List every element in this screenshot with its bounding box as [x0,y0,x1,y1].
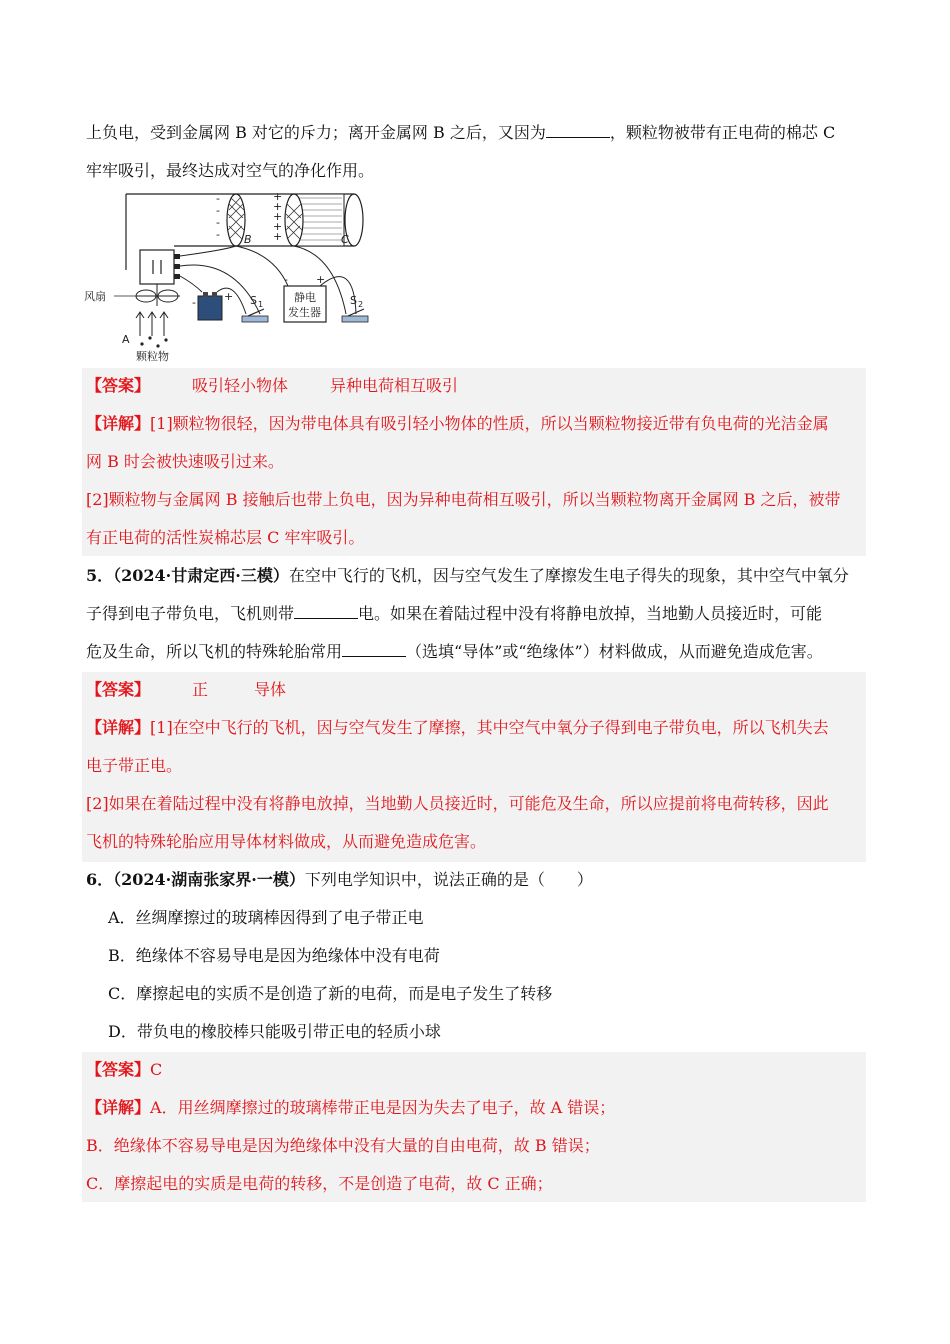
battery-minus: - [192,296,196,309]
q5-text: 电。如果在着陆过程中没有将静电放掉，当地勤人员接近时，可能 [358,604,823,623]
label-c: C [341,233,349,246]
q6-answer-line [86,1060,162,1080]
plus-sign: + [273,190,283,203]
plus-sign: + [273,200,283,213]
terminal [174,274,180,279]
label-s1-sub: 1 [258,300,264,309]
plus-sign: + [273,220,283,233]
q5-answer-line [86,680,286,700]
particle-dot [156,344,159,347]
q6-option-c[interactable]: C．摩擦起电的实质不是创造了新的电荷，而是电子发生了转移 [108,984,553,1003]
answer-label: 【答案】 [86,376,151,395]
answer-value-1: 正 [192,680,209,699]
minus-sign: - [216,216,220,229]
detail-label: 【详解】 [86,718,151,737]
particle-dot [140,342,143,345]
minus-sign: - [216,204,220,217]
q5-text: （选填“导体”或“绝缘体”）材料做成，从而避免造成危害。 [406,642,823,661]
q6-source: （2024·湖南张家界·一模） [113,870,305,889]
generator-label-1: 静电 [294,291,316,304]
q4-detail-line-1 [86,414,829,434]
battery-plus: + [224,290,234,303]
q5-detail-line-3 [86,794,829,814]
q4-text-line-2 [86,161,374,181]
plus-sign: + [273,210,283,223]
q5-detail-line-1 [86,718,829,738]
detail-text: C．摩擦起电的实质是电荷的转移，不是创造了电荷，故 C 正确； [86,1174,553,1193]
battery-terminal [212,292,217,297]
wire [180,276,202,292]
answer-value-1: 吸引轻小物体 [192,376,289,395]
q5-text: 在空中飞行的飞机，因与空气发生了摩擦发生电子得失的现象，其中空气中氧分 [288,566,849,585]
generator-plus: + [316,273,326,286]
minus-sign: - [216,228,220,241]
wire [180,246,236,256]
detail-text: 电子带正电。 [86,756,183,775]
q6-detail-line-2 [86,1136,600,1156]
q5-text: 子得到电子带负电，飞机则带 [86,604,295,623]
q4-text-part: 上负电，受到金属网 B 对它的斥力；离开金属网 B 之后，又因为 [86,123,546,142]
q6-option-d[interactable]: D．带负电的橡胶棒只能吸引带正电的轻质小球 [108,1022,441,1041]
q4-text-part: ，颗粒物被带有正电荷的棉芯 C [609,123,836,142]
detail-text: [2]颗粒物与金属网 B 接触后也带上负电，因为异种电荷相互吸引，所以当颗粒物离开金属网 B 之后，被带 [86,490,841,509]
motor-housing [140,250,174,284]
q6-option-a[interactable]: A．丝绸摩擦过的玻璃棒因得到了电子带正电 [108,908,424,927]
q5-blank-1[interactable] [294,604,358,619]
q4-detail-line-4 [86,528,364,548]
detail-text: [1]颗粒物很轻，因为带电体具有吸引轻小物体的性质，所以当颗粒物接近带有负电荷的光洁金属 [150,414,829,433]
minus-sign: - [216,192,220,205]
plus-sign: + [273,230,283,243]
battery-icon [198,296,222,320]
detail-label: 【详解】 [86,414,151,433]
q6-detail-line-3 [86,1174,553,1194]
q6-number: 6． [86,870,114,889]
q6-stem: 下列电学知识中，说法正确的是（ ） [304,870,593,889]
q5-line-1 [86,566,849,586]
detail-text: 有正电荷的活性炭棉芯层 C 牢牢吸引。 [86,528,365,547]
terminal [174,264,180,269]
q6-stem-line [86,870,593,890]
switch-s2-icon [342,316,368,322]
airflow-arrow-icon [136,312,168,336]
generator-minus: - [284,273,288,286]
detail-text: B．绝缘体不容易导电是因为绝缘体中没有大量的自由电荷，故 B 错误； [86,1136,600,1155]
answer-value: C [150,1060,163,1079]
air-purifier-svg [84,188,374,364]
label-s2-sub: 2 [358,300,364,309]
q5-detail-line-2 [86,756,182,776]
battery-terminal [203,292,208,297]
label-s1: S [250,294,257,307]
answer-label: 【答案】 [86,680,151,699]
q4-detail-line-3 [86,490,841,510]
detail-text: [2]如果在着陆过程中没有将静电放掉，当地勤人员接近时，可能危及生命，所以应提前将电荷转移，因此 [86,794,829,813]
detail-label: 【详解】 [86,1098,151,1117]
q4-detail-line-2 [86,452,284,472]
detail-text: A．用丝绸摩擦过的玻璃棒带正电是因为失去了电子，故 A 错误； [150,1098,616,1117]
wire [236,246,288,286]
q6-detail-line-1 [86,1098,615,1118]
particle-dot [164,338,167,341]
answer-label: 【答案】 [86,1060,151,1079]
q5-text: 危及生命，所以飞机的特殊轮胎常用 [86,642,343,661]
label-fan: 风扇 [84,290,106,303]
detail-text: 网 B 时会被快速吸引过来。 [86,452,284,471]
q4-text-part: 牢牢吸引，最终达成对空气的净化作用。 [86,161,375,180]
detail-text: [1]在空中飞行的飞机，因与空气发生了摩擦，其中空气中氧分子得到电子带负电，所以飞机失去 [150,718,829,737]
label-s2: S [350,294,357,307]
answer-value-2: 异种电荷相互吸引 [330,376,459,395]
terminal [174,254,180,259]
switch-s1-icon [242,316,268,322]
particle-dot [148,336,151,339]
detail-text: 飞机的特殊轮胎应用导体材料做成，从而避免造成危害。 [86,832,487,851]
q5-detail-line-4 [86,832,486,852]
answer-value-2: 导体 [254,680,287,699]
q4-text-line-1 [86,123,835,143]
q5-source: （2024·甘肃定西·三模） [113,566,289,585]
label-particles: 颗粒物 [136,350,169,363]
air-purifier-diagram [84,188,374,364]
q5-blank-2[interactable] [342,642,406,657]
q4-answer-line [86,376,458,396]
q5-line-2 [86,604,822,624]
label-a: A [122,333,130,346]
switch-s1-lever [248,309,264,316]
label-b: B [244,233,252,246]
q4-answer-blank[interactable] [546,123,610,138]
q6-option-b[interactable]: B．绝缘体不容易导电是因为绝缘体中没有电荷 [108,946,440,965]
generator-label-2: 发生器 [288,306,321,319]
q5-line-3 [86,642,823,662]
q5-number: 5． [86,566,114,585]
